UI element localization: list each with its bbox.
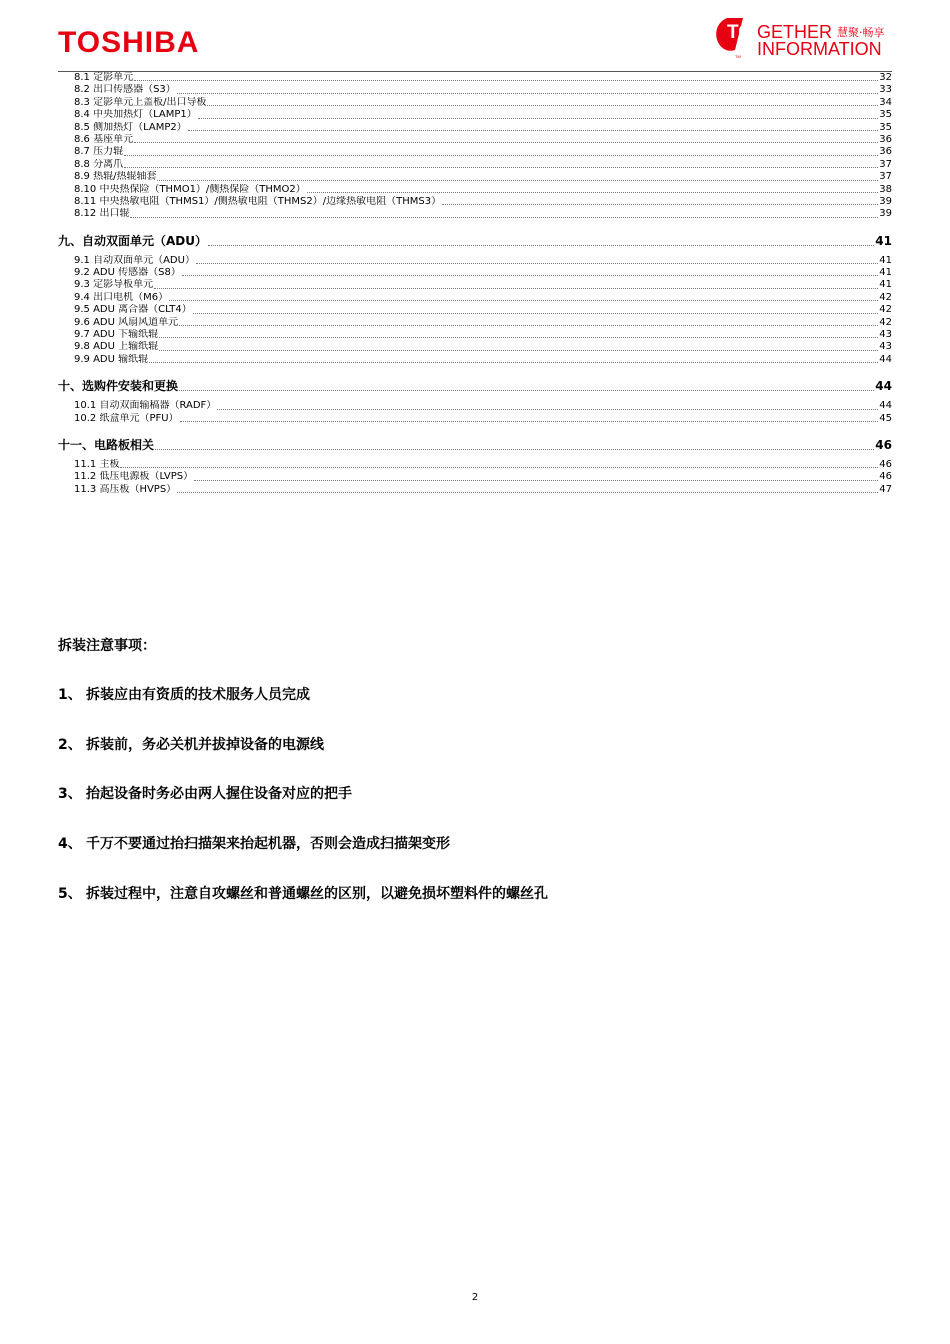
toc-dot-leader [196, 263, 878, 264]
toc-chapter-entry[interactable] [58, 378, 892, 394]
toc-dot-leader [188, 130, 879, 131]
toc-chapter-entry[interactable] [58, 233, 892, 249]
toc-entry-label: 11.2 低压电源板（LVPS） [74, 471, 194, 483]
toc-entry-label: 9.5 ADU 离合器（CLT4） [74, 304, 192, 316]
toc-entry-label: 11.3 高压板（HVPS） [74, 483, 177, 495]
toc-dot-leader [154, 288, 878, 289]
toc-entry-page: 46 [879, 471, 892, 483]
toc-dot-leader [157, 180, 878, 181]
toc-entry-page: 41 [879, 267, 892, 279]
toc-entry-label: 8.5 侧加热灯（LAMP2） [74, 121, 187, 133]
toc-entry-page: 42 [879, 304, 892, 316]
toc-entry-label: 9.7 ADU 下输纸辊 [74, 329, 159, 341]
together-information-mark [713, 12, 893, 60]
toc-dot-leader [159, 350, 878, 351]
toc-entry-page: 46 [875, 437, 892, 452]
toc-spacer [58, 366, 892, 378]
note-number: 3、 [58, 786, 82, 802]
toc-dot-leader [120, 467, 878, 468]
toc-entry-label: 九、自动双面单元（ADU） [58, 233, 207, 248]
toc-entry-label: 9.3 定影导板单元 [74, 279, 154, 291]
toc-entry-page: 32 [879, 72, 892, 83]
toc-entry-page: 44 [875, 379, 892, 394]
toc-entry-label: 10.2 纸盒单元（PFU） [74, 412, 179, 424]
toc-dot-leader [194, 480, 878, 481]
toc-entry-label: 9.6 ADU 风扇风道单元 [74, 316, 179, 328]
toc-entry-page: 41 [879, 279, 892, 291]
logo-cn-text: 慧聚·畅享 [837, 26, 885, 39]
toc-dot-leader [179, 325, 878, 326]
toc-entry-label: 8.10 中央热保险（THMO1）/侧热保险（THMO2） [74, 183, 306, 195]
logo-line2-text: INFORMATION [757, 39, 882, 59]
toc-entry[interactable] [58, 109, 892, 121]
toc-entry[interactable] [58, 146, 892, 158]
toc-dot-leader [149, 362, 878, 363]
toc-entry[interactable] [58, 171, 892, 183]
toc-chapter-entry[interactable] [58, 437, 892, 453]
note-text: 抬起设备时务必由两人握住设备对应的把手 [86, 786, 352, 802]
note-item [58, 735, 324, 755]
toc-dot-leader [208, 245, 874, 246]
toc-entry-page: 39 [879, 195, 892, 207]
toc-entry[interactable] [58, 292, 892, 304]
toc-dot-leader [207, 105, 878, 106]
toc-entry-label: 8.9 热辊/热辊轴套 [74, 171, 157, 183]
toc-entry-page: 36 [879, 146, 892, 158]
toc-entry[interactable] [58, 354, 892, 366]
toc-dot-leader [180, 421, 879, 422]
note-item [58, 685, 310, 705]
toc-entry[interactable] [58, 208, 892, 220]
toc-dot-leader [307, 192, 878, 193]
toc-entry-label: 9.9 ADU 输纸辊 [74, 353, 149, 365]
toc-entry-page: 43 [879, 341, 892, 353]
note-item [58, 834, 450, 854]
logo-tm-text: TM [735, 54, 741, 59]
notes-title: 拆装注意事项： [58, 638, 156, 654]
note-number: 1、 [58, 687, 82, 703]
toc-entry-label: 9.2 ADU 传感器（S8） [74, 267, 181, 279]
note-item [58, 884, 548, 904]
toc-entry-page: 35 [879, 109, 892, 121]
note-number: 5、 [58, 886, 82, 902]
toc-entry-page: 38 [879, 183, 892, 195]
toc-entry-page: 43 [879, 329, 892, 341]
toc-dot-leader [159, 337, 878, 338]
toc-dot-leader [198, 118, 879, 119]
toc-entry[interactable] [58, 122, 892, 134]
toc-entry[interactable] [58, 255, 892, 267]
toc-entry-label: 9.1 自动双面单元（ADU） [74, 254, 195, 266]
toc-entry-label: 9.8 ADU 上输纸辊 [74, 341, 159, 353]
note-number: 4、 [58, 836, 82, 852]
toc-entry-label: 10.1 自动双面输稿器（RADF） [74, 400, 217, 412]
toc-dot-leader [169, 300, 878, 301]
toc-entry[interactable] [58, 267, 892, 279]
toc-entry[interactable] [58, 484, 892, 496]
toc-entry-label: 8.12 出口辊 [74, 208, 130, 220]
note-text: 拆装应由有资质的技术服务人员完成 [86, 687, 310, 703]
toc-entry[interactable] [58, 341, 892, 353]
toc-entry[interactable] [58, 413, 892, 425]
toc-entry-page: 46 [879, 458, 892, 470]
toc-entry-label: 8.1 定影单元 [74, 72, 134, 83]
toc-entry-page: 39 [879, 208, 892, 220]
toc-entry-label: 十一、电路板相关 [58, 437, 155, 452]
toc-entry[interactable] [58, 134, 892, 146]
toc-entry-label: 8.3 定影单元上盖板/出口导板 [74, 96, 207, 108]
toc-entry-label: 11.1 主板 [74, 458, 120, 470]
toc-entry-page: 47 [879, 483, 892, 495]
toc-entry-label: 8.6 基座单元 [74, 133, 134, 145]
toc-dot-leader [177, 492, 878, 493]
toc-dot-leader [217, 409, 878, 410]
logo-prefix-text: TO [727, 22, 754, 43]
toc-entry[interactable] [58, 329, 892, 341]
toc-entry-page: 44 [879, 400, 892, 412]
together-information-logo [713, 12, 893, 60]
toc-entry[interactable] [58, 84, 892, 96]
note-item [58, 784, 352, 804]
toc-entry-page: 35 [879, 121, 892, 133]
toc-entry-page: 37 [879, 158, 892, 170]
toc-dot-leader [182, 275, 878, 276]
toc-dot-leader [179, 390, 874, 391]
toc-entry-page: 41 [879, 254, 892, 266]
toc-entry-label: 十、选购件安装和更换 [58, 379, 179, 394]
note-number: 2、 [58, 737, 82, 753]
toc-entry-page: 44 [879, 353, 892, 365]
toc-spacer [58, 221, 892, 233]
toc-dot-leader [193, 313, 878, 314]
toc-entry-page: 45 [879, 412, 892, 424]
toc-entry[interactable] [58, 97, 892, 109]
toc-entry[interactable] [58, 471, 892, 483]
toc-dot-leader [177, 93, 878, 94]
disassembly-notes [58, 636, 898, 902]
toc-dot-leader [442, 204, 878, 205]
toc-entry[interactable] [58, 196, 892, 208]
toc-entry[interactable] [58, 184, 892, 196]
toc-entry[interactable] [58, 72, 892, 84]
toc-entry-label: 8.7 压力辊 [74, 146, 124, 158]
toc-entry[interactable] [58, 159, 892, 171]
page-number: 2 [471, 1292, 479, 1303]
toc-entry-page: 37 [879, 171, 892, 183]
note-text: 千万不要通过抬扫描架来抬起机器，否则会造成扫描架变形 [86, 836, 450, 852]
toc-entry-label: 8.4 中央加热灯（LAMP1） [74, 109, 197, 121]
toc-entry-page: 41 [875, 233, 892, 248]
toc-entry-page: 42 [879, 316, 892, 328]
toc-dot-leader [155, 449, 874, 450]
toc-entry-page: 33 [879, 84, 892, 96]
toc-entry[interactable] [58, 400, 892, 412]
table-of-contents [58, 72, 892, 496]
toc-dot-leader [134, 80, 878, 81]
toc-entry-label: 8.2 出口传感器（S3） [74, 84, 176, 96]
note-text: 拆装前，务必关机并拔掉设备的电源线 [86, 737, 324, 753]
toc-entry[interactable] [58, 459, 892, 471]
toc-entry[interactable] [58, 279, 892, 291]
toc-dot-leader [130, 217, 878, 218]
note-text: 拆装过程中，注意自攻螺丝和普通螺丝的区别，以避免损坏塑料件的螺丝孔 [86, 886, 548, 902]
logo-line1-text: GETHER [757, 22, 833, 42]
toc-entry-page: 42 [879, 291, 892, 303]
toc-entry[interactable] [58, 304, 892, 316]
toc-entry-page: 34 [879, 96, 892, 108]
toc-dot-leader [134, 142, 878, 143]
toc-entry-label: 8.11 中央热敏电阻（THMS1）/侧热敏电阻（THMS2）/边缘热敏电阻（THMS3） [74, 195, 442, 207]
toc-dot-leader [124, 155, 878, 156]
toshiba-logo: TOSHIBA [58, 26, 200, 59]
toc-entry-label: 9.4 出口电机（M6） [74, 291, 169, 303]
toc-entry-label: 8.8 分离爪 [74, 158, 124, 170]
toc-entry-page: 36 [879, 133, 892, 145]
toc-entry[interactable] [58, 317, 892, 329]
toc-spacer [58, 425, 892, 437]
toc-dot-leader [124, 167, 878, 168]
